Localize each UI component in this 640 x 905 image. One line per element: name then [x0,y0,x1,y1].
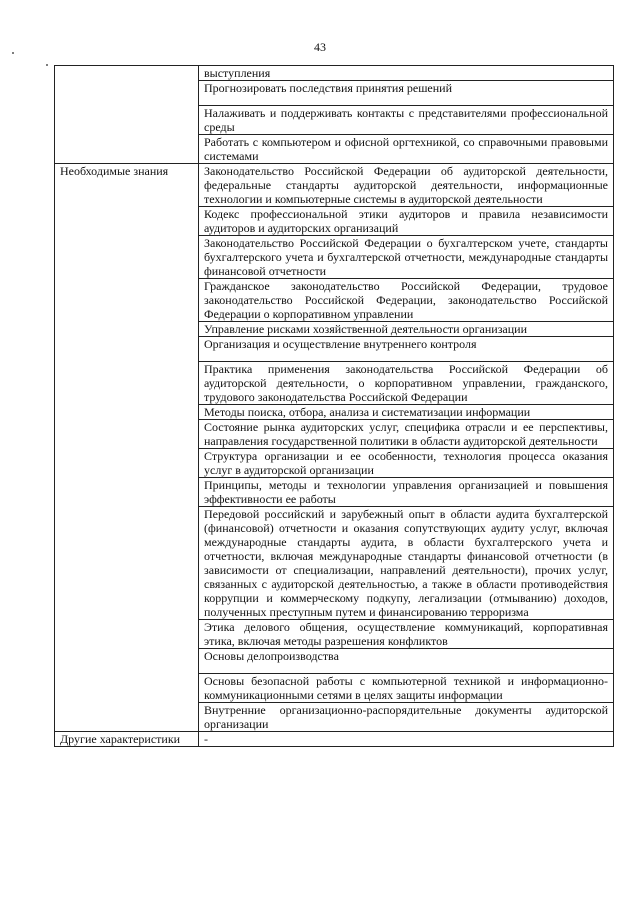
knowledge-item: Основы безопасной работы с компьютерной техникой и информационно-коммуникационными сетями в целях защиты информации [199,674,614,703]
knowledge-item: Состояние рынка аудиторских услуг, специфика отрасли и ее перспективы, направления государственной политики в области аудиторской деятельности [199,420,614,449]
skill-item: Прогнозировать последствия принятия решений [199,81,614,106]
other-value: - [199,732,614,747]
skill-item: Налаживать и поддерживать контакты с представителями профессиональной среды [199,106,614,135]
page-number: 43 [314,40,326,54]
knowledge-item: Управление рисками хозяйственной деятельности организации [199,322,614,337]
row-label-empty [55,66,199,164]
knowledge-item: Основы делопроизводства [199,649,614,674]
knowledge-item: Законодательство Российской Федерации о бухгалтерском учете, стандарты бухгалтерского учета и бухгалтерской отчетности, международные стандарты финансовой отчетности [199,236,614,279]
knowledge-item: Этика делового общения, осуществление коммуникаций, корпоративная этика, включая методы разрешения конфликтов [199,620,614,649]
knowledge-item: Гражданское законодательство Российской Федерации, трудовое законодательство Российской Федерации, законодательство Российской Федерации о корпоративном управлении [199,279,614,322]
table-row [55,66,614,81]
skill-item: выступления [199,66,614,81]
qualification-table [54,65,614,747]
knowledge-item: Законодательство Российской Федерации об аудиторской деятельности, федеральные стандарты аудиторской деятельности, информационные технологии и компьютерные системы в аудиторской деятельности [199,164,614,207]
knowledge-item: Организация и осуществление внутреннего контроля [199,337,614,362]
knowledge-item: Кодекс профессиональной этики аудиторов и правила независимости аудиторов и аудиторских организаций [199,207,614,236]
table-row [55,732,614,747]
knowledge-item: Практика применения законодательства Российской Федерации об аудиторской деятельности, о корпоративном управлении, гражданского, трудового законодательства Российской Федерации [199,362,614,405]
knowledge-item: Методы поиска, отбора, анализа и систематизации информации [199,405,614,420]
scan-speck [46,64,48,66]
skill-item: Работать с компьютером и офисной оргтехникой, со справочными правовыми системами [199,135,614,164]
table-row [55,164,614,207]
knowledge-item: Внутренние организационно-распорядительные документы аудиторской организации [199,703,614,732]
knowledge-item: Структура организации и ее особенности, технология процесса оказания услуг в аудиторской организации [199,449,614,478]
knowledge-item: Принципы, методы и технологии управления организацией и повышения эффективности ее работы [199,478,614,507]
other-label: Другие характеристики [55,732,199,747]
knowledge-label: Необходимые знания [55,164,199,732]
knowledge-item: Передовой российский и зарубежный опыт в области аудита бухгалтерской (финансовой) отчетности и оказания сопутствующих аудиту услуг, включая международные стандарты аудита, в области бухгалтерского учета и отчетности, включая международные стандарты финансовой отчетности (в зависимости от специализации, направлений деятельности), прочих услуг, связанных с аудиторской деятельностью, а также в области противодействия коррупции и коммерческому подкупу, легализации (отмыванию) доходов, полученных преступным путем и финансированию терроризма [199,507,614,620]
scan-speck [12,52,14,54]
